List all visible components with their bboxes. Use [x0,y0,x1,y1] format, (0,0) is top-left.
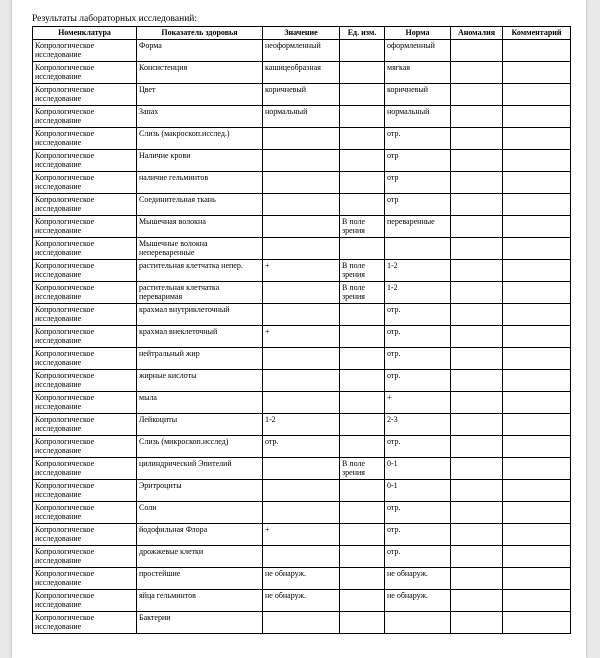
cell-nomenclature: Копрологическое исследование [33,62,137,84]
cell-norm: 0-1 [385,480,451,502]
cell-comment [503,326,571,348]
cell-indicator: Цвет [137,84,263,106]
cell-nomenclature: Копрологическое исследование [33,40,137,62]
cell-unit: В поле зрения [340,216,385,238]
table-row [33,40,571,62]
table-header-row [33,27,571,40]
column-header-value: Значение [263,27,340,40]
table-row [33,150,571,172]
cell-unit [340,590,385,612]
cell-comment [503,546,571,568]
table-row [33,348,571,370]
cell-unit [340,304,385,326]
cell-value [263,348,340,370]
table-row [33,414,571,436]
cell-norm: отр. [385,524,451,546]
cell-value [263,370,340,392]
cell-comment [503,612,571,634]
cell-comment [503,128,571,150]
cell-anomaly [451,458,503,480]
cell-unit [340,194,385,216]
cell-indicator: Слизь (микроскоп.исслед) [137,436,263,458]
table-row [33,458,571,480]
cell-unit [340,84,385,106]
cell-indicator: наличие гельминтов [137,172,263,194]
cell-anomaly [451,348,503,370]
cell-comment [503,568,571,590]
cell-anomaly [451,84,503,106]
cell-nomenclature: Копрологическое исследование [33,194,137,216]
cell-norm: 2-3 [385,414,451,436]
cell-indicator: Бактерии [137,612,263,634]
cell-anomaly [451,260,503,282]
cell-anomaly [451,392,503,414]
table-row [33,216,571,238]
cell-anomaly [451,216,503,238]
table-row [33,282,571,304]
cell-norm: не обнаруж. [385,568,451,590]
cell-anomaly [451,436,503,458]
cell-value [263,502,340,524]
cell-norm: оформленный [385,40,451,62]
cell-comment [503,458,571,480]
cell-nomenclature: Копрологическое исследование [33,502,137,524]
cell-anomaly [451,238,503,260]
cell-unit: В поле зрения [340,282,385,304]
cell-nomenclature: Копрологическое исследование [33,150,137,172]
table-row [33,326,571,348]
cell-norm: отр. [385,304,451,326]
cell-indicator: крахмал внутриклеточный [137,304,263,326]
cell-indicator: Слизь (макроскоп.исслед.) [137,128,263,150]
cell-indicator: крахмал внеклеточный [137,326,263,348]
cell-comment [503,414,571,436]
cell-anomaly [451,370,503,392]
table-row [33,502,571,524]
table-row [33,568,571,590]
cell-value [263,194,340,216]
cell-indicator: Соли [137,502,263,524]
cell-nomenclature: Копрологическое исследование [33,106,137,128]
cell-value [263,392,340,414]
cell-nomenclature: Копрологическое исследование [33,392,137,414]
cell-norm [385,612,451,634]
table-row [33,436,571,458]
cell-unit [340,480,385,502]
cell-anomaly [451,480,503,502]
cell-value: кашицеобразная [263,62,340,84]
table-row [33,590,571,612]
cell-unit [340,106,385,128]
cell-nomenclature: Копрологическое исследование [33,524,137,546]
cell-nomenclature: Копрологическое исследование [33,260,137,282]
cell-indicator: жирные кислоты [137,370,263,392]
cell-indicator: йодофильная Флора [137,524,263,546]
table-row [33,172,571,194]
cell-nomenclature: Копрологическое исследование [33,414,137,436]
cell-value [263,546,340,568]
cell-anomaly [451,612,503,634]
table-row [33,238,571,260]
cell-indicator: Наличие крови [137,150,263,172]
table-row [33,128,571,150]
table-row [33,370,571,392]
cell-comment [503,62,571,84]
cell-comment [503,502,571,524]
table-row [33,304,571,326]
cell-value [263,458,340,480]
cell-comment [503,392,571,414]
cell-unit: В поле зрения [340,458,385,480]
table-row [33,194,571,216]
cell-unit [340,40,385,62]
cell-indicator: Соединительная ткань [137,194,263,216]
cell-unit [340,370,385,392]
table-row [33,392,571,414]
cell-unit [340,128,385,150]
cell-norm: отр [385,194,451,216]
cell-indicator: мыла [137,392,263,414]
cell-value [263,304,340,326]
cell-norm: мягкая [385,62,451,84]
cell-value: отр. [263,436,340,458]
cell-value [263,172,340,194]
cell-indicator: дрожжевые клетки [137,546,263,568]
cell-norm: 1-2 [385,282,451,304]
cell-norm: + [385,392,451,414]
cell-value [263,282,340,304]
document-page [12,0,586,658]
cell-nomenclature: Копрологическое исследование [33,458,137,480]
cell-comment [503,106,571,128]
cell-unit [340,238,385,260]
cell-value: + [263,260,340,282]
cell-norm: отр. [385,546,451,568]
cell-nomenclature: Копрологическое исследование [33,568,137,590]
cell-anomaly [451,568,503,590]
cell-norm: отр. [385,370,451,392]
cell-comment [503,436,571,458]
cell-value: + [263,326,340,348]
cell-anomaly [451,590,503,612]
cell-nomenclature: Копрологическое исследование [33,84,137,106]
cell-nomenclature: Копрологическое исследование [33,370,137,392]
cell-indicator: Эритроциты [137,480,263,502]
cell-value: + [263,524,340,546]
lab-results-table [32,26,571,634]
cell-anomaly [451,150,503,172]
cell-value: нормальный [263,106,340,128]
cell-indicator: Запах [137,106,263,128]
cell-comment [503,524,571,546]
table-row [33,260,571,282]
cell-nomenclature: Копрологическое исследование [33,282,137,304]
cell-anomaly [451,546,503,568]
cell-comment [503,172,571,194]
column-header-indicator: Показатель здоровья [137,27,263,40]
cell-comment [503,150,571,172]
table-row [33,84,571,106]
cell-value [263,238,340,260]
cell-nomenclature: Копрологическое исследование [33,612,137,634]
cell-norm: отр. [385,436,451,458]
cell-indicator: Мышечные волокна непереваренные [137,238,263,260]
cell-indicator: растительная клетчатка переваримая [137,282,263,304]
cell-anomaly [451,304,503,326]
cell-anomaly [451,128,503,150]
cell-value: не обнаруж. [263,590,340,612]
cell-unit [340,172,385,194]
cell-unit [340,414,385,436]
cell-norm: отр [385,150,451,172]
cell-value: коричневый [263,84,340,106]
cell-anomaly [451,62,503,84]
cell-nomenclature: Копрологическое исследование [33,546,137,568]
cell-indicator: Лейкоциты [137,414,263,436]
cell-nomenclature: Копрологическое исследование [33,216,137,238]
table-row [33,546,571,568]
cell-comment [503,238,571,260]
cell-unit: В поле зрения [340,260,385,282]
cell-value [263,612,340,634]
cell-norm: 1-2 [385,260,451,282]
cell-norm: отр. [385,502,451,524]
cell-anomaly [451,524,503,546]
cell-unit [340,326,385,348]
column-header-unit: Ед. изм. [340,27,385,40]
cell-norm: 0-1 [385,458,451,480]
cell-comment [503,348,571,370]
cell-anomaly [451,414,503,436]
cell-comment [503,40,571,62]
cell-norm: нормальный [385,106,451,128]
cell-nomenclature: Копрологическое исследование [33,436,137,458]
cell-anomaly [451,106,503,128]
cell-comment [503,370,571,392]
cell-anomaly [451,172,503,194]
table-row [33,62,571,84]
cell-indicator: Консистенция [137,62,263,84]
cell-value [263,128,340,150]
cell-anomaly [451,40,503,62]
cell-anomaly [451,502,503,524]
cell-indicator: яйца гельминтов [137,590,263,612]
cell-nomenclature: Копрологическое исследование [33,128,137,150]
cell-norm: отр. [385,128,451,150]
cell-norm: переваренные [385,216,451,238]
cell-comment [503,480,571,502]
cell-unit [340,524,385,546]
cell-indicator: цилиндрический Эпителий [137,458,263,480]
cell-nomenclature: Копрологическое исследование [33,172,137,194]
table-row [33,612,571,634]
section-caption: Результаты лабораторных исследований: [32,14,198,24]
cell-unit [340,150,385,172]
cell-value [263,480,340,502]
cell-norm: не обнаруж. [385,590,451,612]
cell-norm: коричневый [385,84,451,106]
cell-nomenclature: Копрологическое исследование [33,348,137,370]
cell-comment [503,216,571,238]
table-row [33,524,571,546]
cell-nomenclature: Копрологическое исследование [33,590,137,612]
column-header-anomaly: Аномалия [451,27,503,40]
column-header-comment: Комментарий [503,27,571,40]
cell-comment [503,194,571,216]
cell-value: 1-2 [263,414,340,436]
cell-unit [340,568,385,590]
cell-value [263,216,340,238]
cell-value: неоформленный [263,40,340,62]
cell-norm: отр. [385,348,451,370]
cell-unit [340,348,385,370]
table-row [33,106,571,128]
cell-anomaly [451,282,503,304]
cell-indicator: простейшие [137,568,263,590]
cell-nomenclature: Копрологическое исследование [33,326,137,348]
cell-unit [340,392,385,414]
cell-unit [340,436,385,458]
cell-comment [503,304,571,326]
cell-indicator: нейтральный жир [137,348,263,370]
table-row [33,480,571,502]
cell-comment [503,84,571,106]
cell-unit [340,62,385,84]
cell-indicator: Мышечная волокна [137,216,263,238]
cell-indicator: Форма [137,40,263,62]
cell-nomenclature: Копрологическое исследование [33,238,137,260]
cell-unit [340,546,385,568]
cell-comment [503,260,571,282]
cell-value [263,150,340,172]
cell-nomenclature: Копрологическое исследование [33,304,137,326]
cell-unit [340,502,385,524]
cell-anomaly [451,194,503,216]
cell-value: не обнаруж. [263,568,340,590]
cell-norm: отр. [385,326,451,348]
cell-anomaly [451,326,503,348]
column-header-norm: Норма [385,27,451,40]
cell-comment [503,282,571,304]
cell-unit [340,612,385,634]
column-header-nomenclature: Номенклатура [33,27,137,40]
cell-norm: отр [385,172,451,194]
cell-nomenclature: Копрологическое исследование [33,480,137,502]
cell-norm [385,238,451,260]
cell-indicator: растительная клетчатка непер. [137,260,263,282]
cell-comment [503,590,571,612]
